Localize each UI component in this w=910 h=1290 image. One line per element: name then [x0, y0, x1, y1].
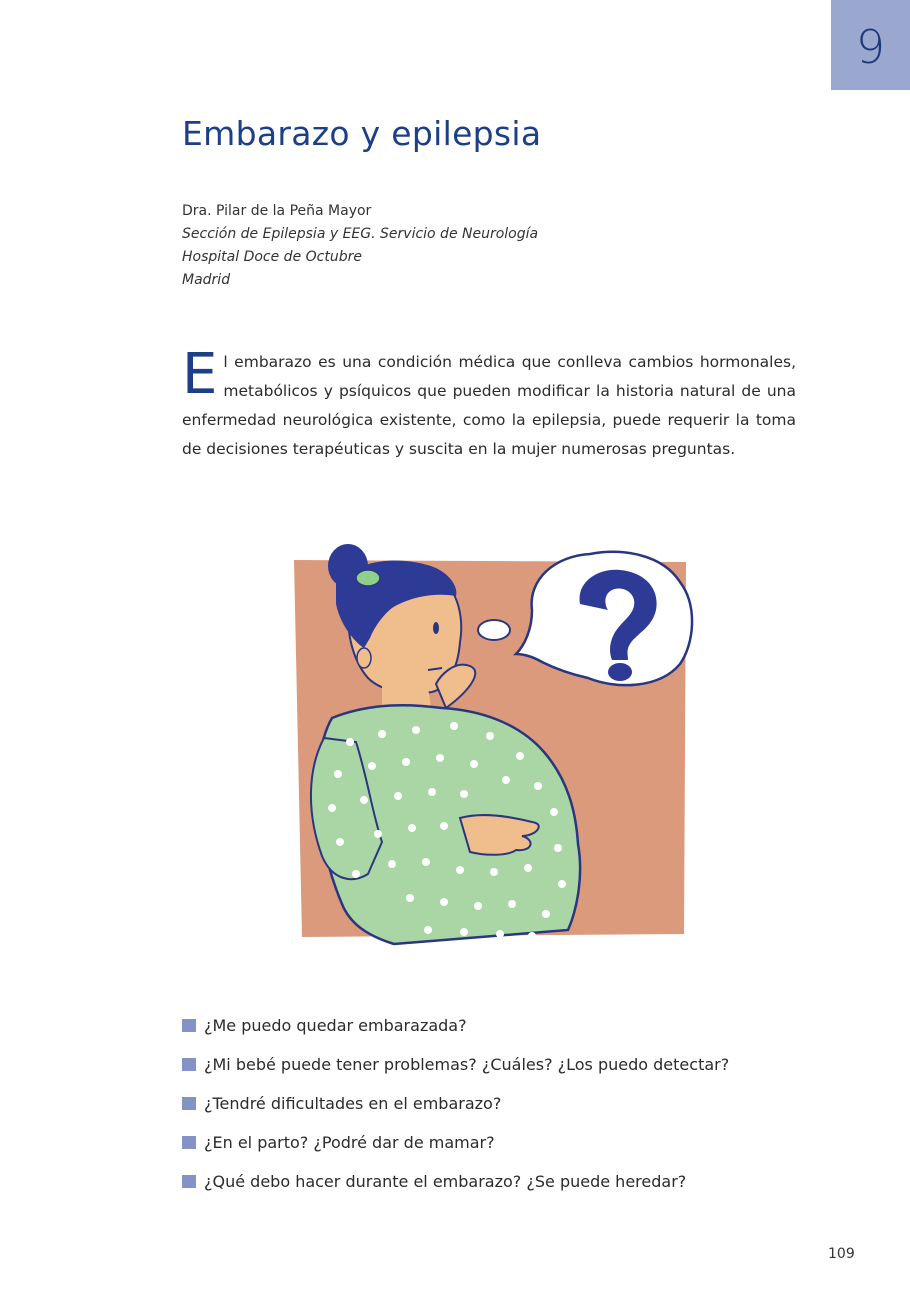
intro-paragraph [182, 342, 796, 464]
question-list [182, 1006, 822, 1201]
question-text: ¿Me puedo quedar embarazada? [204, 1016, 467, 1035]
author-city: Madrid [182, 272, 231, 288]
author-department: Sección de Epilepsia y EEG. Servicio de Neurología [182, 226, 539, 242]
author-block [182, 200, 782, 292]
author-hospital: Hospital Doce de Octubre [182, 249, 362, 265]
question-text: ¿Tendré dificultades en el embarazo? [204, 1094, 502, 1113]
bullet-square-icon [182, 1097, 196, 1110]
chapter-number: 9 [855, 20, 886, 74]
author-name: Dra. Pilar de la Peña Mayor [182, 203, 372, 219]
bullet-square-icon [182, 1136, 196, 1149]
question-text: ¿En el parto? ¿Podré dar de mamar? [204, 1133, 495, 1152]
list-item [182, 1162, 822, 1201]
pregnant-woman-question-illustration [232, 512, 768, 975]
page-number: 109 [828, 1246, 855, 1262]
chapter-tab [831, 0, 910, 90]
bullet-square-icon [182, 1058, 196, 1071]
list-item [182, 1045, 822, 1084]
bullet-square-icon [182, 1175, 196, 1188]
list-item [182, 1084, 822, 1123]
intro-text: l embarazo es una condición médica que conlleva cambios hormonales, metabólicos y psíquicos que pueden modificar la historia natural de una enfermedad neurológica existente, como la epilepsia, puede requerir la toma de decisiones terapéuticas y suscita en la mujer numerosas preguntas. [182, 353, 796, 458]
list-item [182, 1123, 822, 1162]
list-item [182, 1006, 822, 1045]
question-text: ¿Qué debo hacer durante el embarazo? ¿Se puede heredar? [204, 1172, 687, 1191]
drop-cap: E [182, 342, 218, 407]
question-text: ¿Mi bebé puede tener problemas? ¿Cuáles? ¿Los puedo detectar? [204, 1055, 730, 1074]
bullet-square-icon [182, 1019, 196, 1032]
page-title: Embarazo y epilepsia [182, 114, 542, 153]
